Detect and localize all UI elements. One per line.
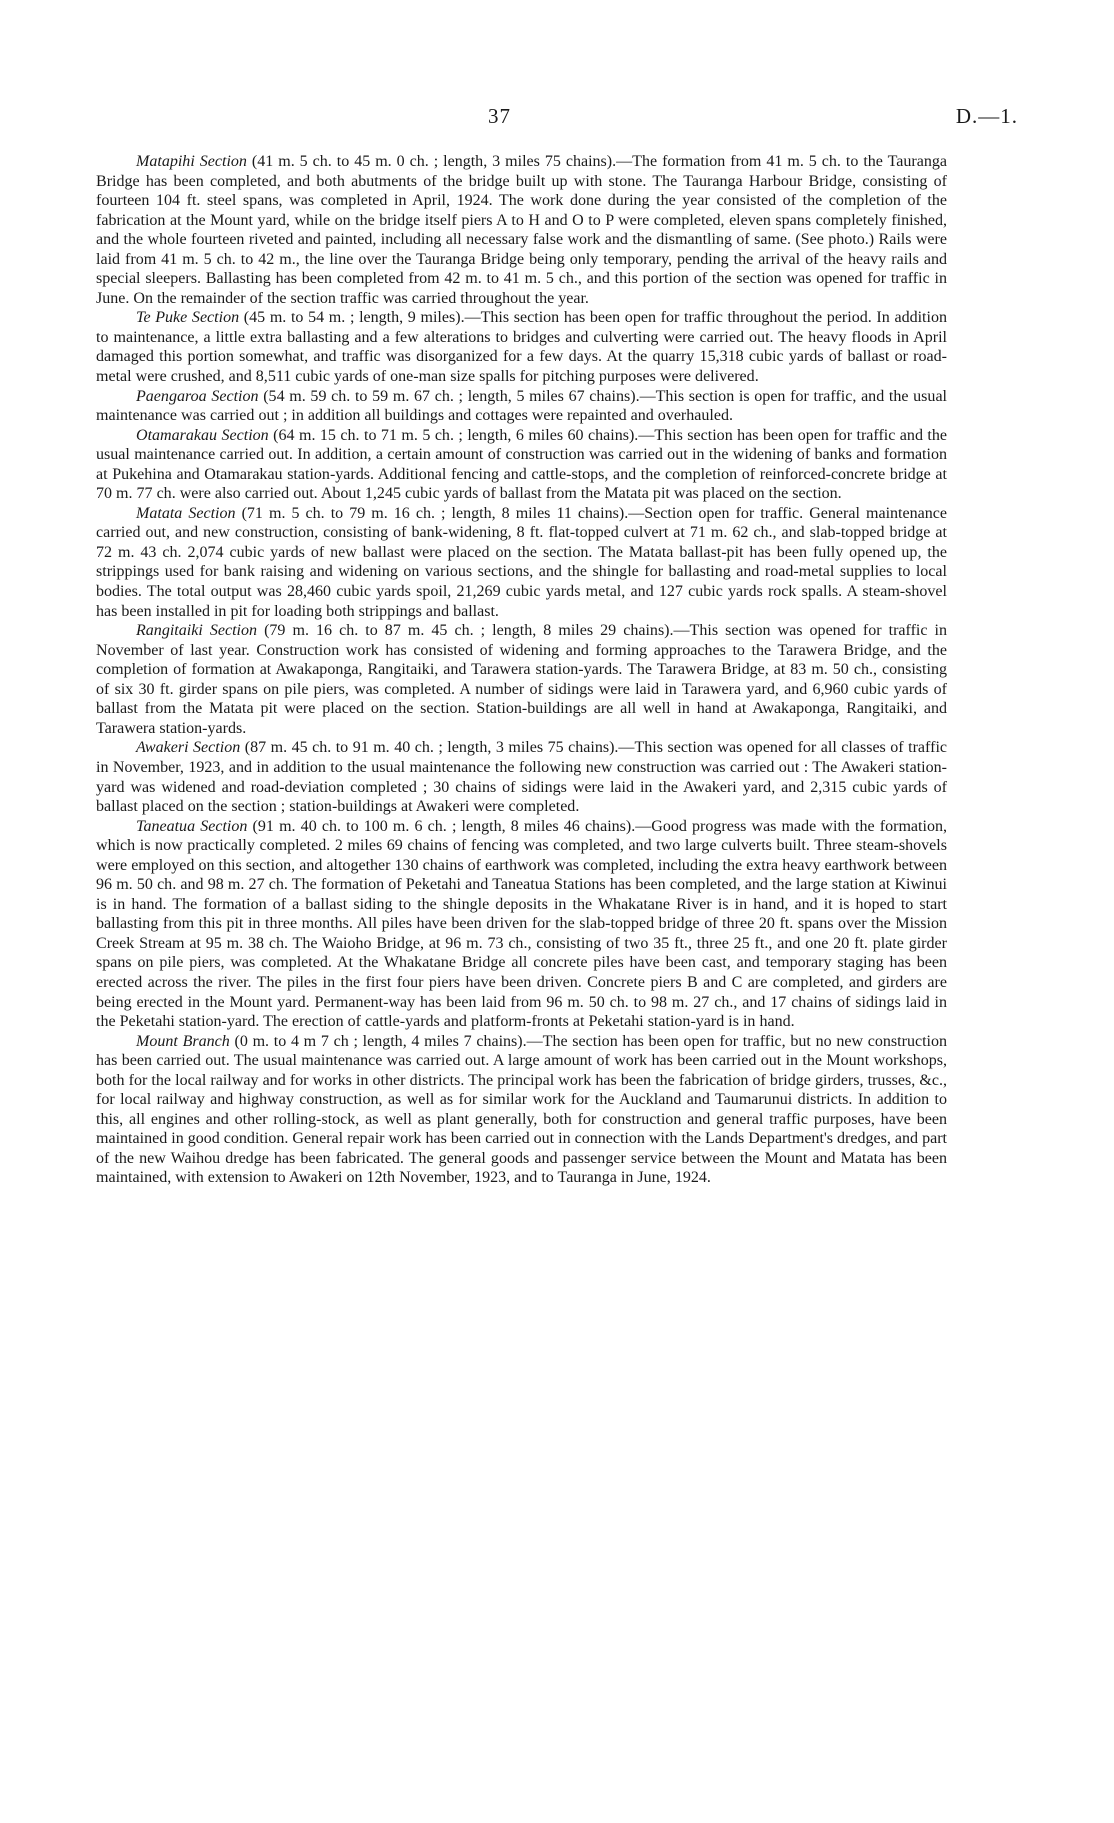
paragraph-matapihi-section: [96, 152, 947, 308]
report-body: [96, 152, 947, 1188]
paragraph-awakeri-section: [96, 738, 947, 816]
section-title: Matapihi Section: [136, 153, 247, 170]
section-title: Otamarakau Section: [136, 426, 269, 444]
paragraph-paengaroa-section: [96, 387, 947, 426]
section-title: Mount Branch: [136, 1032, 230, 1050]
paragraph-text: (71 m. 5 ch. to 79 m. 16 ch. ; length, 8 miles 11 chains).—Section open for traffic. General maintenance carried out, and new construction, consisting of bank-widening, 8 ft. flat-topped culvert at 71 m. 62 ch., and slab-topped bridge at 72 m. 43 ch. 2,074 cubic yards of new ballast were placed on the section. The Matata ballast-pit has been fully opened up, the strippings used for bank raising and widening on various sections, and the shingle for ballasting and road-metal supplies to local bodies. The total output was 28,460 cubic yards spoil, 21,269 cubic yards metal, and 127 cubic yards rock spalls. A steam-shovel has been installed in pit for loading both strippings and ballast.: [96, 504, 947, 620]
paragraph-mount-branch: [96, 1032, 947, 1188]
paragraph-text: (91 m. 40 ch. to 100 m. 6 ch. ; length, 8 miles 46 chains).—Good progress was made with the formation, which is now practically completed. 2 miles 69 chains of fencing was completed, and two large culverts built. Three steam-shovels were employed on this section, and altogether 130 chains of earthwork was completed, including the extra heavy earthwork between 96 m. 50 ch. and 98 m. 27 ch. The formation of Peketahi and Taneatua Stations has been completed, and the large station at Kiwinui is in hand. The formation of a ballast siding to the shingle deposits in the Whakatane River is in hand, and it is hoped to start ballasting from this pit in three months. All piles have been driven for the slab-topped bridge of three 20 ft. spans over the Mission Creek Stream at 95 m. 38 ch. The Waioho Bridge, at 96 m. 73 ch., consisting of two 35 ft., three 25 ft., and one 20 ft. plate girder spans on pile piers, was completed. At the Whakatane Bridge all concrete piles have been cast, and temporary staging has been erected across the river. The piles in the first four piers have been driven. Concrete piers B and C are completed, and girders are being erected in the Mount yard. Permanent-way has been laid from 96 m. 50 ch. to 98 m. 27 ch., and 17 chains of sidings laid in the Peketahi station-yard. The erection of cattle-yards and platform-fronts at Peketahi station-yard is in hand.: [96, 817, 947, 1031]
document-reference: D.—1.: [955, 104, 1018, 128]
paragraph-text: (45 m. to 54 m. ; length, 9 miles).—This section has been open for traffic throughout the period. In addition to maintenance, a little extra ballasting and a few alterations to bridges and culverting were carried out. The heavy floods in April damaged this portion somewhat, and traffic was disorganized for a few days. At the quarry 15,318 cubic yards of ballast or road-metal were crushed, and 8,511 cubic yards of one-man size spalls for pitching purposes were delivered.: [96, 309, 947, 386]
section-title: Matata Section: [136, 504, 236, 522]
page-number: 37: [488, 104, 511, 128]
paragraph-otamarakau-section: [96, 426, 947, 504]
paragraph-te-puke-section: [96, 308, 947, 386]
paragraph-text: (87 m. 45 ch. to 91 m. 40 ch. ; length, 3 miles 75 chains).—This section was opened for all classes of traffic in November, 1923, and in addition to the usual maintenance the following new construction was carried out : The Awakeri station-yard was widened and road-deviation completed ; 30 chains of sidings were laid in the Awakeri yard, and 2,315 cubic yards of ballast placed on the section ; station-buildings at Awakeri were completed.: [96, 739, 948, 816]
section-title: Paengaroa Section: [136, 387, 259, 405]
paragraph-text: (41 m. 5 ch. to 45 m. 0 ch. ; length, 3 miles 75 chains).—The formation from 41 m. 5 ch. to the Tauranga Bridge has been completed, and both abutments of the bridge built up with stone. The Tauranga Harbour Bridge, consisting of fourteen 104 ft. steel spans, was completed in April, 1924. The work done during the year consisted of the completion of the fabrication at the Mount yard, while on the bridge itself piers A to H and O to P were completed, eleven spans completely finished, and the whole fourteen riveted and painted, including all necessary false work and the dismantling of same. (See photo.) Rails were laid from 41 m. 5 ch. to 42 m., the line over the Tauranga Bridge being only temporary, pending the arrival of the heavy rails and special sleepers. Ballasting has been completed from 42 m. to 41 m. 5 ch., and this portion of the section was opened for traffic in June. On the remainder of the section traffic was carried throughout the year.: [96, 153, 947, 307]
section-title: Awakeri Section: [136, 739, 241, 757]
paragraph-taneatua-section: [96, 817, 947, 1032]
paragraph-rangitaiki-section: [96, 621, 947, 738]
paragraph-text: (64 m. 15 ch. to 71 m. 5 ch. ; length, 6 miles 60 chains).—This section has been open for traffic and the usual maintenance carried out. In addition, a certain amount of construction was carried out in the widening of banks and formation at Pukehina and Otamarakau station-yards. Additional fencing and cattle-stops, and the completion of reinforced-concrete bridge at 70 m. 77 ch. were also carried out. About 1,245 cubic yards of ballast from the Matata pit was placed on the section.: [96, 426, 948, 503]
section-title: Rangitaiki Section: [136, 622, 258, 640]
paragraph-text: (0 m. to 4 m 7 ch ; length, 4 miles 7 chains).—The section has been open for traffic, but no new construction has been carried out. The usual maintenance was carried out. A large amount of work has been carried out in the Mount workshops, both for the local railway and for works in other districts. The principal work has been the fabrication of bridge girders, trusses, &c., for local railway and highway construction, as well as for similar work for the Auckland and Taumarunui districts. In addition to this, all engines and other rolling-stock, as well as plant generally, both for construction and general traffic purposes, have been maintained in good condition. General repair work has been carried out in connection with the Lands Department's dredges, and part of the new Waihou dredge has been fabricated. The general goods and passenger service between the Mount and Matata has been maintained, with extension to Awakeri on 12th November, 1923, and to Tauranga in June, 1924.: [96, 1032, 948, 1187]
page-header: [0, 104, 1114, 134]
paragraph-text: (79 m. 16 ch. to 87 m. 45 ch. ; length, 8 miles 29 chains).—This section was opened for traffic in November of last year. Construction work has consisted of widening and forming approaches to the Tarawera Bridge, and the completion of formation at Awakaponga, Rangitaiki, and Tarawera station-yards. The Tarawera Bridge, at 83 m. 50 ch., consisting of six 30 ft. girder spans on pile piers, was completed. A number of sidings were laid in Tarawera yard, and 6,960 cubic yards of ballast from the Matata pit were placed on the section. Station-buildings are all well in hand at Awakaponga, Rangitaiki, and Tarawera station-yards.: [96, 622, 948, 737]
section-title: Taneatua Section: [136, 817, 248, 835]
section-title: Te Puke Section: [136, 309, 240, 327]
paragraph-matata-section: [96, 504, 947, 621]
paragraph-text: (54 m. 59 ch. to 59 m. 67 ch. ; length, 5 miles 67 chains).—This section is open for traffic, and the usual maintenance was carried out ; in addition all buildings and cottages were repainted and overhauled.: [96, 387, 948, 425]
